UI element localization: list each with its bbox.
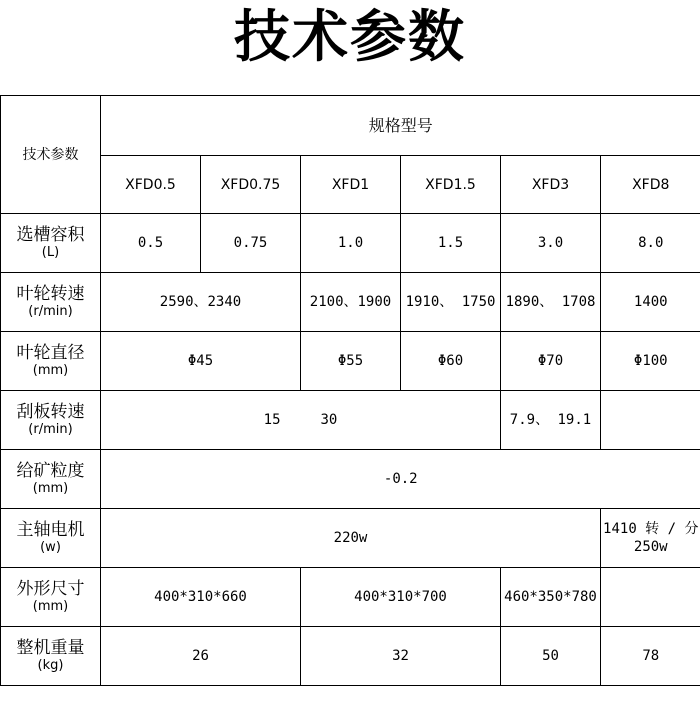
table-row — [1, 273, 700, 332]
table-cell: 460*350*780 — [501, 568, 601, 627]
table-cell: 8.0 — [601, 214, 700, 273]
model-header: XFD0.5 — [101, 156, 201, 214]
model-header: XFD8 — [601, 156, 700, 214]
row-label-unit: (mm) — [32, 481, 69, 496]
table-cell: 400*310*660 — [101, 568, 301, 627]
table-cell: 0.5 — [101, 214, 201, 273]
row-label — [1, 509, 101, 568]
table-row — [1, 627, 700, 686]
row-label-unit: (w) — [40, 540, 61, 555]
table-cell — [601, 568, 700, 627]
table-cell: Φ60 — [401, 332, 501, 391]
row-label-name: 选槽容积 — [16, 225, 85, 245]
row-label-unit: (mm) — [32, 363, 69, 378]
table-cell: -0.2 — [101, 450, 700, 509]
header-label-cell: 技术参数 — [1, 96, 101, 214]
table-row — [1, 450, 700, 509]
row-label-unit: (L) — [41, 245, 60, 260]
page-title: 技术参数 — [234, 5, 466, 70]
table-cell: 32 — [301, 627, 501, 686]
table-cell — [601, 509, 700, 568]
motor-speed-text: 1410 转 / 分 — [603, 521, 699, 537]
table-row — [1, 509, 700, 568]
row-label — [1, 568, 101, 627]
table-cell: 1.0 — [301, 214, 401, 273]
model-header: XFD1.5 — [401, 156, 501, 214]
table-cell: 220w — [101, 509, 601, 568]
scraper-speed-a: 15 — [263, 412, 281, 428]
table-row — [1, 214, 700, 273]
model-header: XFD0.75 — [201, 156, 301, 214]
table-cell: 400*310*700 — [301, 568, 501, 627]
row-label-name: 叶轮转速 — [16, 284, 85, 304]
table-row — [1, 332, 700, 391]
table-cell: 1400 — [601, 273, 700, 332]
table-row — [1, 568, 700, 627]
table-row — [1, 391, 700, 450]
table-cell: 78 — [601, 627, 700, 686]
row-label-unit: (r/min) — [28, 304, 73, 319]
table-cell: 2100、1900 — [301, 273, 401, 332]
model-group-header: 规格型号 — [101, 96, 700, 156]
table-cell: Φ55 — [301, 332, 401, 391]
row-label-unit: (mm) — [32, 599, 69, 614]
spec-table — [0, 95, 700, 686]
table-cell: 0.75 — [201, 214, 301, 273]
row-label-name: 外形尺寸 — [16, 579, 85, 599]
row-label-unit: (r/min) — [28, 422, 73, 437]
table-cell — [601, 391, 700, 450]
row-label-name: 给矿粒度 — [16, 461, 85, 481]
table-cell: 50 — [501, 627, 601, 686]
motor-power-text: 250w — [633, 539, 668, 555]
table-cell: 3.0 — [501, 214, 601, 273]
table-cell — [101, 391, 501, 450]
table-cell: 1890、 1708 — [501, 273, 601, 332]
table-cell: 1.5 — [401, 214, 501, 273]
model-header: XFD3 — [501, 156, 601, 214]
row-label — [1, 391, 101, 450]
table-cell: 2590、2340 — [101, 273, 301, 332]
table-cell: 26 — [101, 627, 301, 686]
table-cell: 1910、 1750 — [401, 273, 501, 332]
row-label — [1, 273, 101, 332]
model-header: XFD1 — [301, 156, 401, 214]
row-label-name: 刮板转速 — [16, 402, 85, 422]
row-label-unit: (kg) — [37, 658, 64, 673]
table-cell: Φ45 — [101, 332, 301, 391]
row-label-name: 主轴电机 — [16, 520, 85, 540]
row-label-name: 叶轮直径 — [16, 343, 85, 363]
table-cell: 7.9、 19.1 — [501, 391, 601, 450]
row-label — [1, 627, 101, 686]
table-cell: Φ100 — [601, 332, 700, 391]
table-cell: Φ70 — [501, 332, 601, 391]
row-label — [1, 450, 101, 509]
row-label-name: 整机重量 — [16, 638, 85, 658]
row-label — [1, 214, 101, 273]
scraper-speed-b: 30 — [320, 412, 338, 428]
row-label — [1, 332, 101, 391]
